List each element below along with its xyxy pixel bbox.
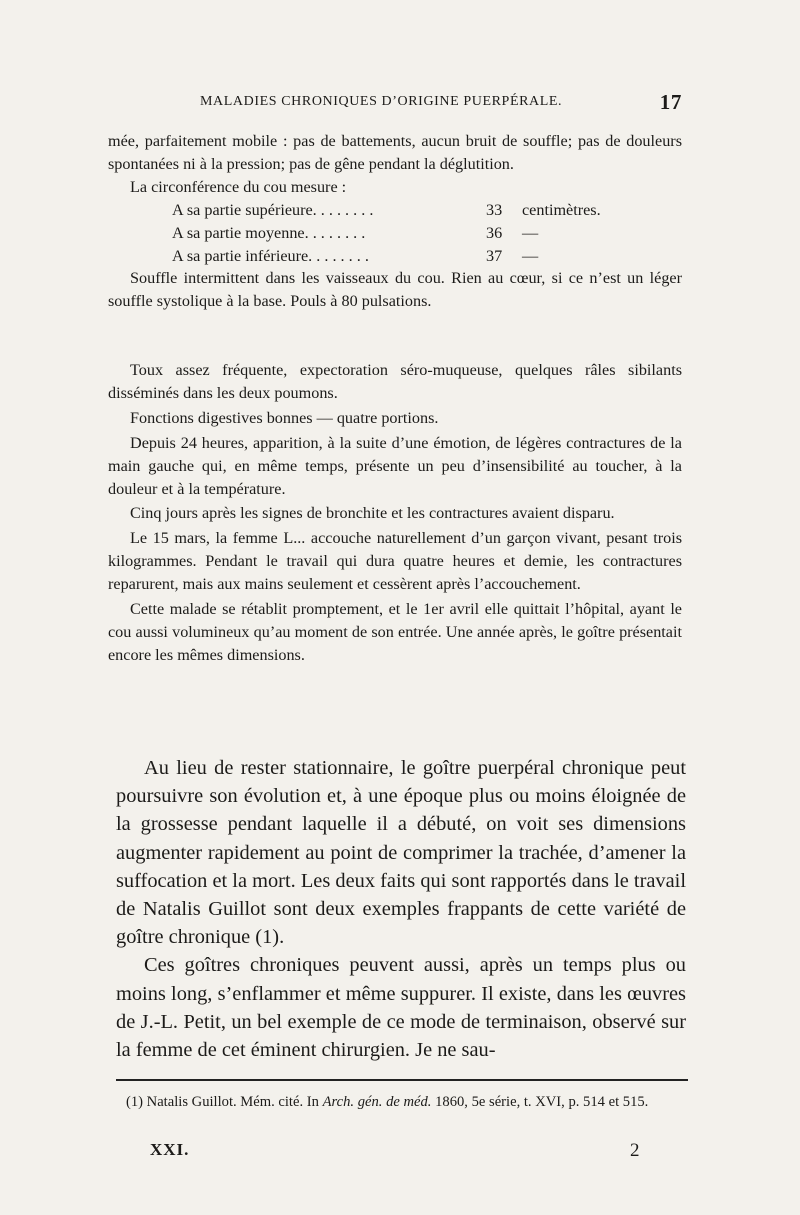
measurement-row: [108, 199, 682, 222]
footnote-prefix: (1) Natalis Guillot. Mém. cité. In: [126, 1094, 323, 1110]
paragraph: Cinq jours après les signes de bronchite et les contractures avaient disparu.: [130, 504, 615, 523]
paragraph: Cette malade se rétablit promptement, et le 1er avril elle quittait l’hôpital, ayant le cou aussi volumineux qu’au moment de son entrée. Une année après, le goître présentait encore les mêmes dimensions.: [108, 600, 682, 664]
paragraph: Au lieu de rester stationnaire, le goître puerpéral chronique peut poursuivre son évolution et, à une époque plus ou moins éloignée de la grossesse pendant laquelle il a débuté, on voit ses dimensions augmenter rapidement au point de comprimer la trachée, d’amener la suffocation et la mort. Les deux faits qui sont rapportés dans le travail de Natalis Guillot sont deux exemples frappants de cette variété de goître chronique (1).: [116, 757, 686, 949]
observation-text-bottom: [108, 359, 682, 667]
main-text: [116, 754, 686, 1064]
measurement-value: 36: [486, 223, 503, 242]
paragraph: La circonférence du cou mesure :: [130, 177, 347, 196]
measurement-label: A sa partie inférieure. . . . . . . .: [172, 246, 369, 265]
footnote-text: [126, 1092, 688, 1112]
footnote-suffix: 1860, 5e série, t. XVI, p. 514 et 515.: [431, 1094, 649, 1110]
signature-mark: XXI.: [150, 1140, 190, 1159]
measurement-unit: —: [522, 223, 539, 242]
paragraph: Fonctions digestives bonnes — quatre portions.: [130, 408, 439, 427]
paragraph: Souffle intermittent dans les vaisseaux du cou. Rien au cœur, si ce n’est un léger souffle systolique à la base. Pouls à 80 pulsations.: [108, 269, 682, 311]
measurement-row: [108, 222, 682, 245]
paragraph: Toux assez fréquente, expectoration séro-muqueuse, quelques râles sibilants disséminés dans les deux poumons.: [108, 361, 682, 402]
measurement-value: 33: [486, 200, 503, 219]
measurement-value: 37: [486, 246, 503, 265]
paragraph: mée, parfaitement mobile : pas de battements, aucun bruit de souffle; pas de douleurs spontanées ni à la pression; pas de gêne pendant la déglutition.: [108, 132, 682, 173]
observation-text-top: [108, 130, 682, 313]
measurement-row: [108, 245, 682, 268]
measurement-unit: —: [522, 246, 539, 265]
running-title: MALADIES CHRONIQUES D’ORIGINE PUERPÉRALE.: [200, 94, 563, 109]
footnote-rule: [116, 1079, 688, 1081]
page-number: 17: [659, 90, 682, 114]
measurement-table: [108, 199, 682, 268]
running-header: [118, 92, 682, 116]
measurement-label: A sa partie moyenne. . . . . . . .: [172, 223, 366, 242]
signature-number: 2: [630, 1140, 640, 1161]
measurement-unit: centimètres.: [522, 200, 601, 219]
measurement-label: A sa partie supérieure. . . . . . . .: [172, 200, 374, 219]
paragraph: Ces goîtres chroniques peuvent aussi, après un temps plus ou moins long, s’enflammer et même suppurer. Il existe, dans les œuvres de J.-L. Petit, un bel exemple de ce mode de terminaison, observé sur la femme de cet éminent chirurgien. Je ne sau-: [116, 954, 686, 1062]
paragraph: Depuis 24 heures, apparition, à la suite d’une émotion, de légères contractures de la main gauche qui, en même temps, présente un peu d’insensibilité au toucher, à la douleur et à la température.: [108, 433, 682, 498]
footnote-journal: Arch. gén. de méd.: [322, 1094, 432, 1110]
paragraph: Le 15 mars, la femme L... accouche naturellement d’un garçon vivant, pesant trois kilogrammes. Pendant le travail qui dura quatre heures et demie, les contractures reparurent, mais aux mains seulement et cessèrent après l’accouchement.: [108, 529, 682, 594]
footnote: [126, 1092, 688, 1112]
